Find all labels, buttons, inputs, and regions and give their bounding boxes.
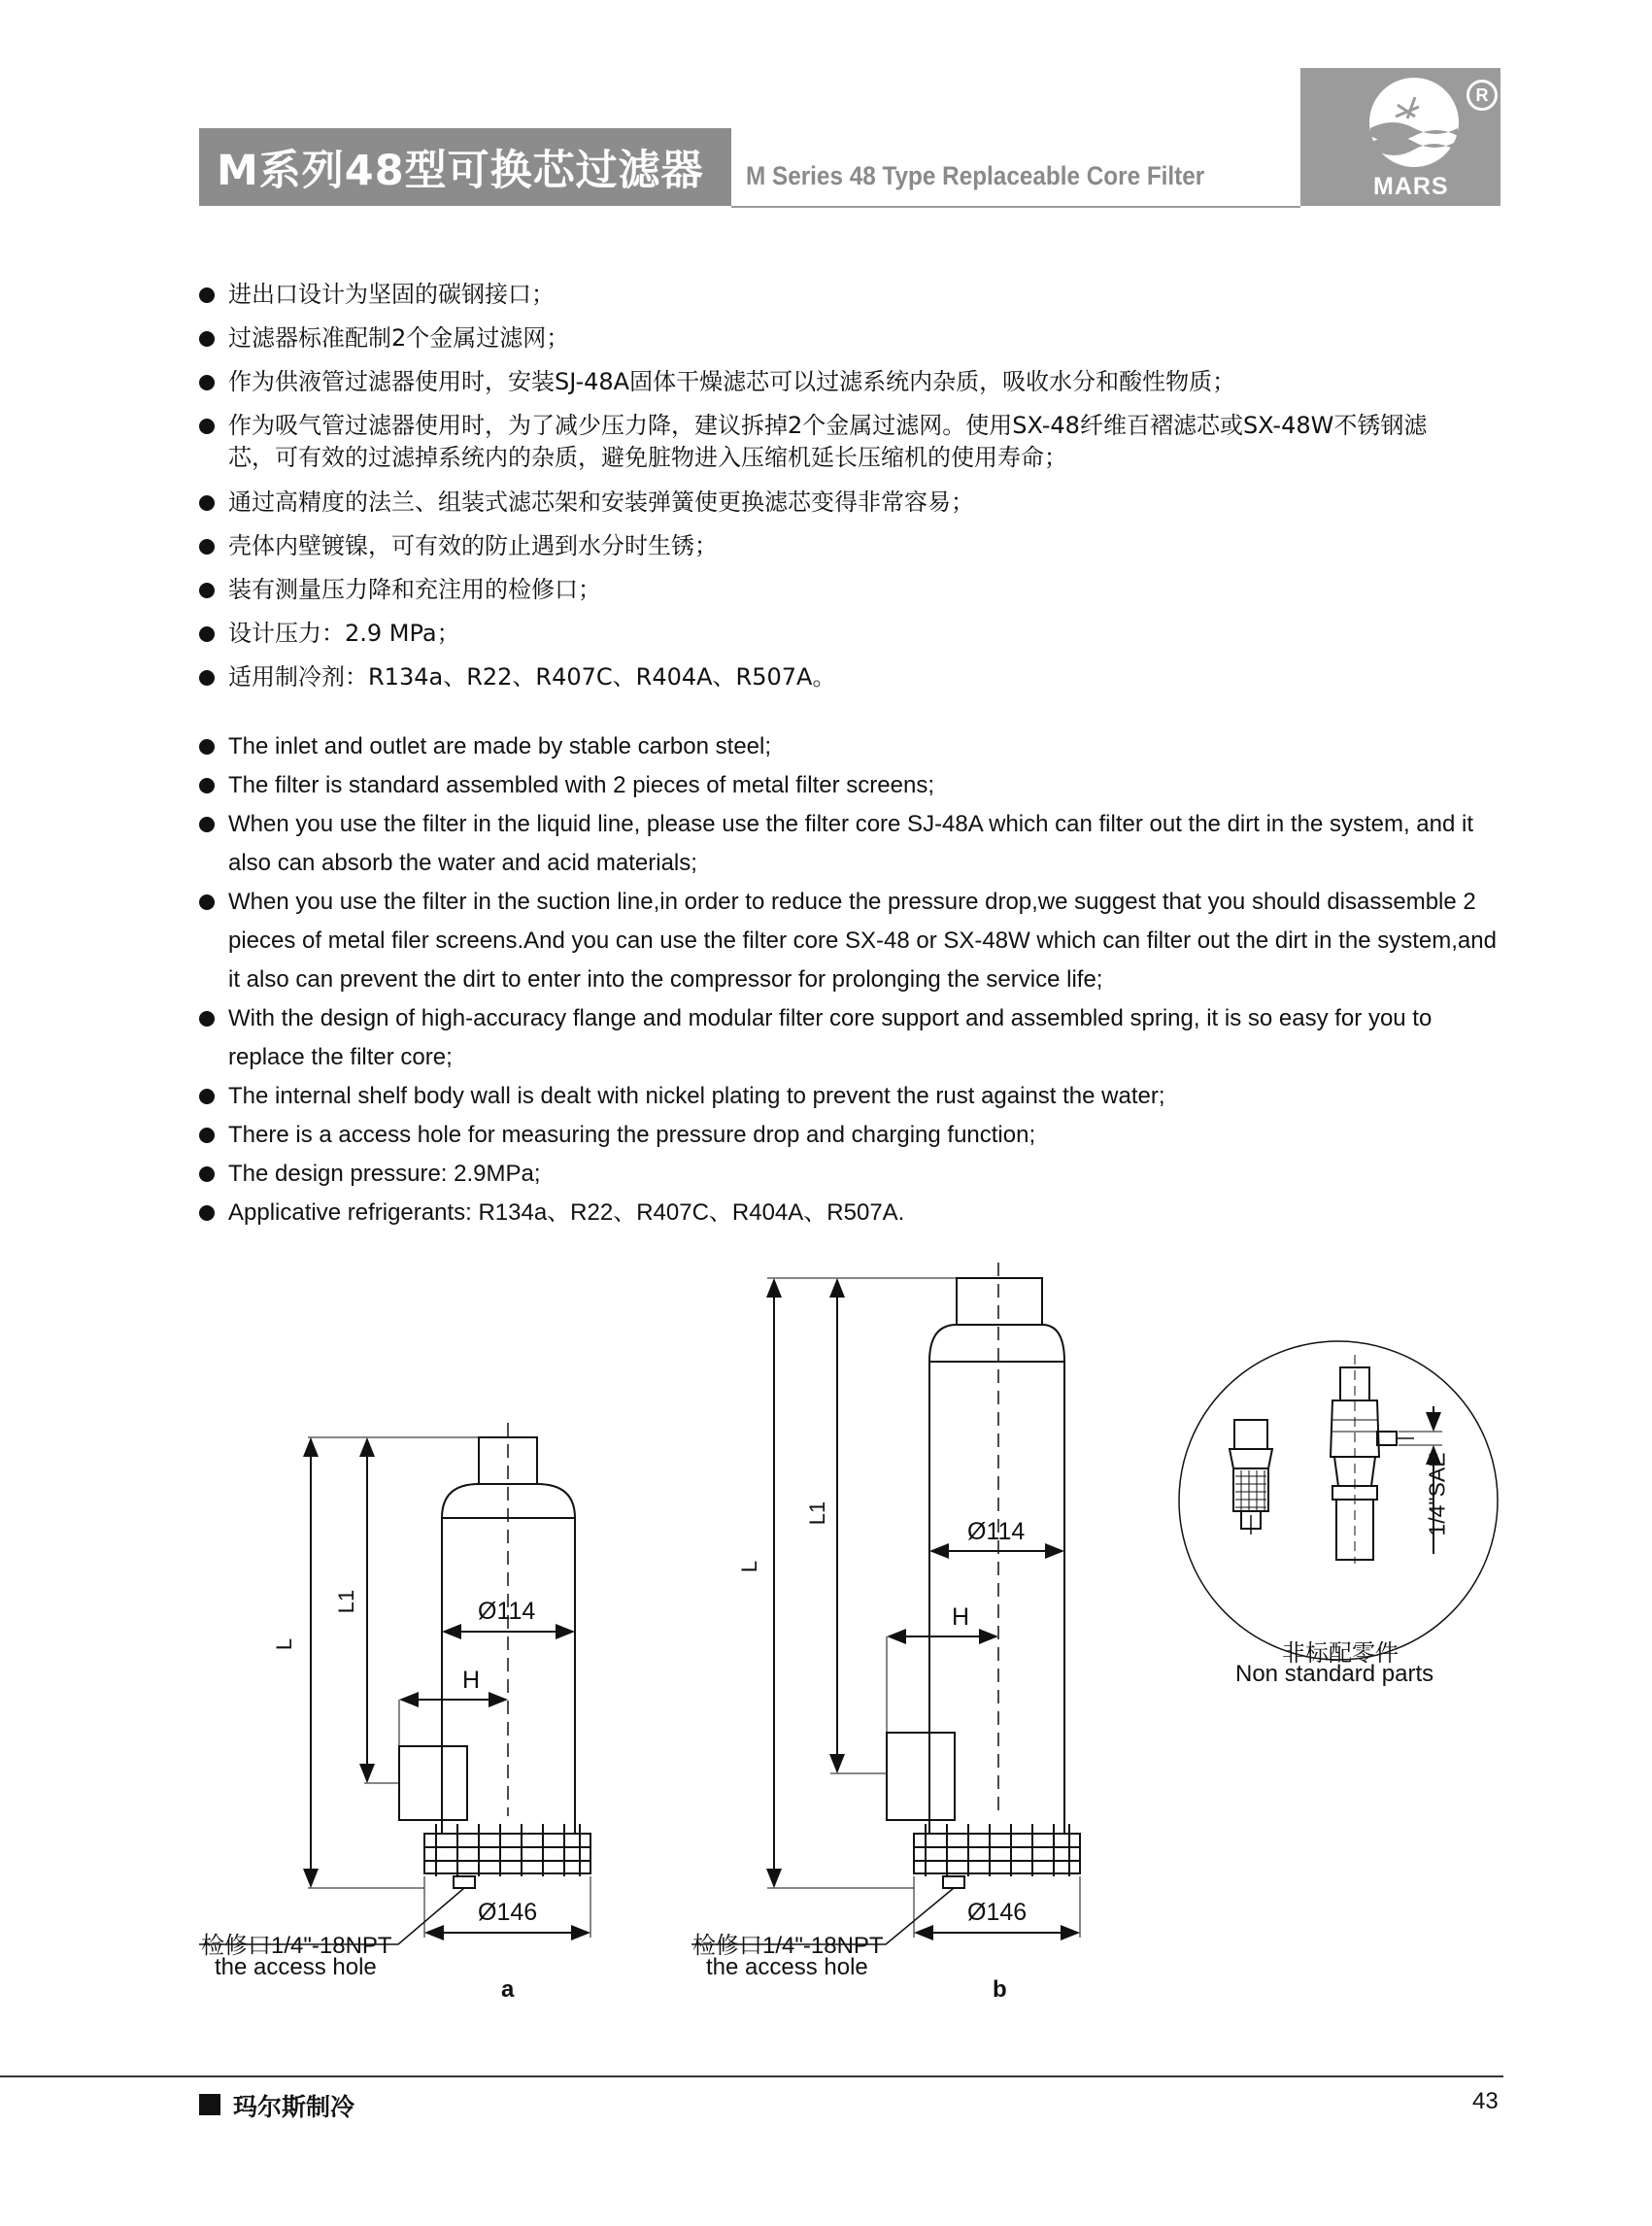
access-hole-label-en-b: the access hole bbox=[706, 1954, 868, 1980]
list-item: 作为吸气管过滤器使用时，为了减少压力降，建议拆掉2个金属过滤网。使用SX-48纤维百褶滤芯或SX-48W不锈钢滤芯，可有效的过滤掉系统内的杂质，避免脏物进入压缩机延长压缩机的使用寿命； bbox=[197, 410, 1508, 474]
list-item: 设计压力：2.9 MPa； bbox=[197, 618, 1508, 650]
thread-label-sae: 1/4"SAE bbox=[1424, 1452, 1450, 1536]
dim-label-dia146-b: Ø146 bbox=[967, 1899, 1028, 1926]
nonstandard-label-cn: 非标配零件 bbox=[1282, 1640, 1399, 1667]
dim-label-dia146-a: Ø146 bbox=[478, 1899, 538, 1926]
footer-square-icon bbox=[199, 2094, 220, 2115]
nonstandard-label-en: Non standard parts bbox=[1235, 1661, 1434, 1687]
list-item: The design pressure: 2.9MPa; bbox=[197, 1155, 1508, 1194]
footer-company: 玛尔斯制冷 bbox=[233, 2093, 355, 2121]
caption-b: b bbox=[993, 1976, 1007, 2003]
footer-divider bbox=[0, 2075, 1503, 2077]
dim-label-L-b: L bbox=[737, 1560, 762, 1573]
list-item: 壳体内壁镀镍，可有效的防止遇到水分时生锈； bbox=[197, 530, 1508, 562]
filter-drawing-b bbox=[691, 1263, 1080, 1944]
page-number: 43 bbox=[1472, 2088, 1499, 2114]
list-item: 装有测量压力降和充注用的检修口； bbox=[197, 574, 1508, 606]
logo-text: MARS bbox=[1373, 173, 1449, 200]
list-item: With the design of high-accuracy flange and modular filter core support and assembled spring, it is so easy for you to replace the filter core; bbox=[197, 999, 1508, 1077]
dim-label-dia114-a: Ø114 bbox=[478, 1598, 536, 1625]
list-item: There is a access hole for measuring the pressure drop and charging function; bbox=[197, 1116, 1508, 1155]
access-hole-label-en-a: the access hole bbox=[215, 1954, 377, 1980]
dim-label-dia114-b: Ø114 bbox=[967, 1518, 1026, 1545]
list-item: The filter is standard assembled with 2 pieces of metal filter screens; bbox=[197, 766, 1508, 805]
list-item: When you use the filter in the liquid line, please use the filter core SJ-48A which can filter out the dirt in the system, and it also can absorb the water and acid materials; bbox=[197, 805, 1508, 883]
dim-label-H-a: H bbox=[462, 1667, 481, 1694]
caption-a: a bbox=[501, 1976, 515, 2003]
list-item: When you use the filter in the suction line,in order to reduce the pressure drop,we suggest that you should disassemble 2 pieces of metal filer screens.And you can use the filter core SX-48 or SX-48W which can filter out the dirt in the system,and it also can prevent the dirt to enter into the compressor for prolonging the service life; bbox=[197, 883, 1508, 999]
dim-label-L1-b: L1 bbox=[805, 1501, 830, 1526]
access-hole-label-cn-b: 检修口1/4"-18NPT bbox=[692, 1933, 884, 1959]
page-title-en: M Series 48 Type Replaceable Core Filter bbox=[746, 161, 1205, 190]
list-item: The internal shelf body wall is dealt with nickel plating to prevent the rust against the water; bbox=[197, 1077, 1508, 1116]
list-item: 进出口设计为坚固的碳钢接口； bbox=[197, 279, 1508, 311]
list-item: 适用制冷剂：R134a、R22、R407C、R404A、R507A。 bbox=[197, 661, 1508, 693]
dim-label-H-b: H bbox=[952, 1603, 970, 1631]
dim-label-L1-a: L1 bbox=[334, 1589, 359, 1614]
access-hole-label-cn-a: 检修口1/4"-18NPT bbox=[201, 1933, 392, 1959]
list-item: 过滤器标准配制2个金属过滤网； bbox=[197, 322, 1508, 354]
list-item: 作为供液管过滤器使用时，安装SJ-48A固体干燥滤芯可以过滤系统内杂质，吸收水分和酸性物质； bbox=[197, 366, 1508, 398]
list-item: The inlet and outlet are made by stable carbon steel; bbox=[197, 727, 1508, 766]
filter-drawing-a bbox=[199, 1423, 590, 1944]
dim-label-L-a: L bbox=[272, 1637, 297, 1651]
page-title-cn: M系列48型可换芯过滤器 bbox=[217, 147, 704, 195]
list-item: 通过高精度的法兰、组装式滤芯架和安装弹簧使更换滤芯变得非常容易； bbox=[197, 487, 1508, 519]
list-item: Applicative refrigerants: R134a、R22、R407C、R404A、R507A. bbox=[197, 1194, 1508, 1232]
registered-mark: R bbox=[1467, 80, 1498, 111]
